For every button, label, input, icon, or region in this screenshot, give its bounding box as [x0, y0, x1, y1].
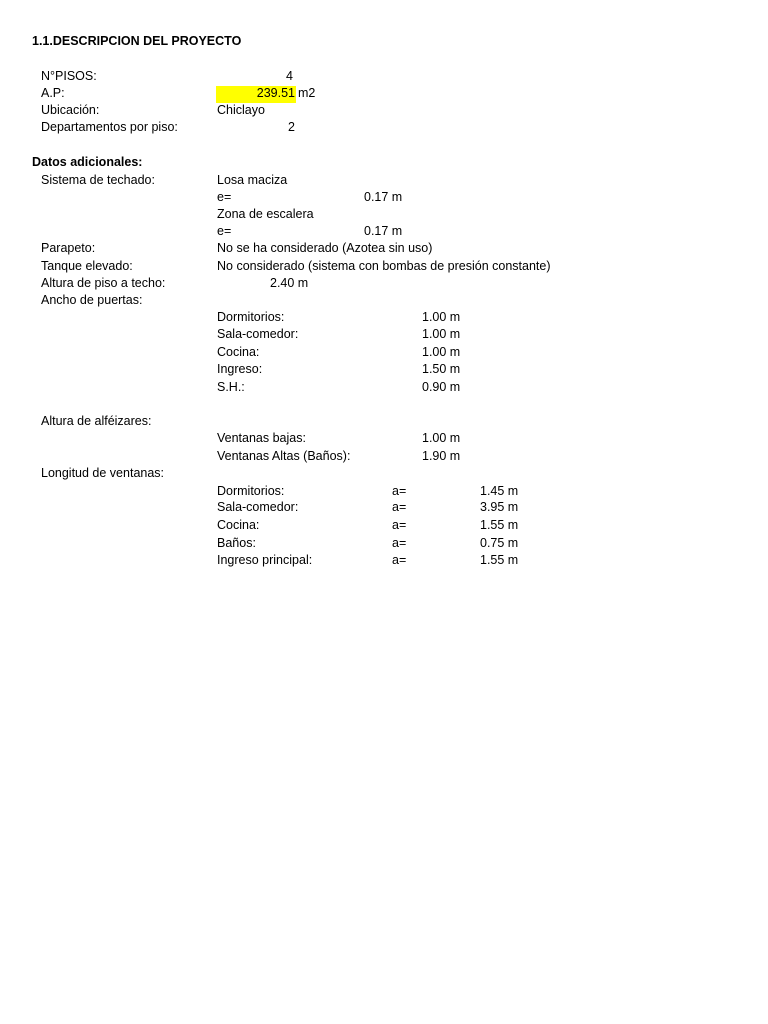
puerta-value: 0.90 m [422, 380, 461, 394]
ventana-label: Ingreso principal: [217, 553, 313, 567]
pisos-value: 4 [286, 69, 293, 83]
ventana-a-label: a= [392, 536, 407, 550]
tanque-value: No considerado (sistema con bombas de presión constante) [217, 259, 551, 273]
ventana-value: 3.95 m [480, 500, 519, 514]
ventana-value: 0.75 m [480, 536, 519, 550]
datos-adicionales-heading: Datos adicionales: [32, 155, 143, 169]
puerta-label: Sala-comedor: [217, 327, 299, 341]
ventana-a-label: a= [392, 553, 407, 567]
alfeizar-label: Ventanas Altas (Baños): [217, 449, 351, 463]
puerta-label: S.H.: [217, 380, 245, 394]
ubicacion-value: Chiclayo [217, 103, 265, 117]
e1-label: e= [217, 190, 232, 204]
puertas-heading: Ancho de puertas: [41, 293, 143, 307]
puerta-label: Ingreso: [217, 362, 263, 376]
ventanas-heading: Longitud de ventanas: [41, 466, 165, 480]
altura-label: Altura de piso a techo: [41, 276, 166, 290]
ubicacion-label: Ubicación: [41, 103, 100, 117]
altura-value: 2.40 m [270, 276, 309, 290]
parapeto-value: No se ha considerado (Azotea sin uso) [217, 241, 433, 255]
alfeizar-value: 1.90 m [422, 449, 461, 463]
ventana-value: 1.55 m [480, 518, 519, 532]
ventana-value: 1.45 m [480, 484, 519, 498]
puerta-value: 1.00 m [422, 310, 461, 324]
departamentos-label: Departamentos por piso: [41, 120, 178, 134]
departamentos-value: 2 [288, 120, 295, 134]
ap-label: A.P: [41, 86, 65, 100]
e2-value: 0.17 m [364, 224, 403, 238]
parapeto-label: Parapeto: [41, 241, 96, 255]
ap-value: 239.51 [256, 86, 295, 100]
tanque-label: Tanque elevado: [41, 259, 133, 273]
puerta-label: Cocina: [217, 345, 260, 359]
alfeizares-heading: Altura de alféizares: [41, 414, 152, 428]
alfeizar-value: 1.00 m [422, 431, 461, 445]
section-title: 1.1.DESCRIPCION DEL PROYECTO [32, 34, 242, 48]
puerta-value: 1.50 m [422, 362, 461, 376]
puerta-label: Dormitorios: [217, 310, 285, 324]
alfeizar-label: Ventanas bajas: [217, 431, 306, 445]
escalera-label: Zona de escalera [217, 207, 314, 221]
losa-value: Losa maciza [217, 173, 288, 187]
e2-label: e= [217, 224, 232, 238]
ventana-label: Baños: [217, 536, 256, 550]
pisos-label: N°PISOS: [41, 69, 97, 83]
ventana-a-label: a= [392, 518, 407, 532]
puerta-value: 1.00 m [422, 345, 461, 359]
ap-unit: m2 [298, 86, 316, 100]
ventana-label: Dormitorios: [217, 484, 285, 498]
puerta-value: 1.00 m [422, 327, 461, 341]
ventana-label: Cocina: [217, 518, 260, 532]
ventana-a-label: a= [392, 500, 407, 514]
e1-value: 0.17 m [364, 190, 403, 204]
ventana-label: Sala-comedor: [217, 500, 299, 514]
techado-label: Sistema de techado: [41, 173, 155, 187]
ventana-a-label: a= [392, 484, 407, 498]
ventana-value: 1.55 m [480, 553, 519, 567]
